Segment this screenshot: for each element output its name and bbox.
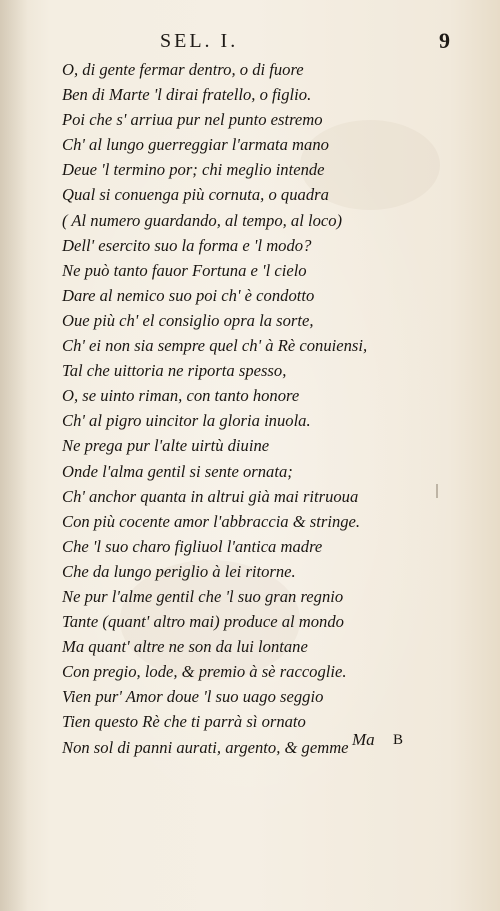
catchword: Ma [352,730,375,749]
verse-line: Tien questo Rè che ti parrà sì ornato [62,712,306,732]
verse-line: ( Al numero guardando, al tempo, al loco) [62,210,343,230]
verse-line: Ch' ei non sia sempre quel ch' à Rè conuiensi, [62,336,368,356]
verse-line: Deue 'l termino por; chi meglio intende [62,160,325,180]
verse-line: Ch' anchor quanta in altrui già mai ritruoua [62,486,359,506]
verse-line: O, se uinto riman, con tanto honore [62,386,300,406]
margin-mark [436,484,438,498]
verse-line: O, di gente fermar dentro, o di fuore [62,60,304,79]
verse-block [62,57,392,760]
running-head: SEL. I. [160,30,239,52]
verse-line: Ben di Marte 'l dirai fratello, o figlio. [62,85,312,105]
verse-line: Oue più ch' el consiglio opra la sorte, [62,310,314,330]
verse-line: Onde l'alma gentil si sente ornata; [62,461,293,481]
verse-line: Che 'l suo charo figliuol l'antica madre [62,536,323,556]
signature-mark: B [393,732,404,748]
verse-line: Qual si conuenga più cornuta, o quadra [62,185,329,205]
verse-line: Che da lungo periglio à lei ritorne. [62,561,296,581]
verse-line: Vien pur' Amor doue 'l suo uago seggio [62,687,324,707]
page-number: 9 [439,28,450,53]
verse-line: Ch' al pigro uincitor la gloria inuola. [62,411,311,431]
verse-line: Dell' esercito suo la forma e 'l modo? [62,235,312,255]
verse-line: Ne pur l'alme gentil che 'l suo gran regnio [62,586,344,606]
verse-line: Con pregio, lode, & premio à sè raccoglie. [62,662,347,682]
verse-line: Ne prega pur l'alte uirtù diuine [62,436,270,456]
verse-line: Ne può tanto fauor Fortuna e 'l cielo [62,260,307,280]
verse-line: Tal che uittoria ne riporta spesso, [62,361,287,381]
verse-line: Dare al nemico suo poi ch' è condotto [62,285,315,305]
verse-line: Poi che s' arriua pur nel punto estremo [62,110,323,130]
gutter-shadow [0,0,28,911]
verse-line: Ma quant' altre ne son da lui lontane [62,637,308,657]
verse-line: Tante (quant' altro mai) produce al mondo [62,612,344,632]
verse-line: Ch' al lungo guerreggiar l'armata mano [62,135,329,155]
verse-line: Con più cocente amor l'abbraccia & stringe. [62,511,361,531]
page-header [160,30,450,54]
verse-line: Non sol di panni aurati, argento, & gemme [62,737,349,757]
